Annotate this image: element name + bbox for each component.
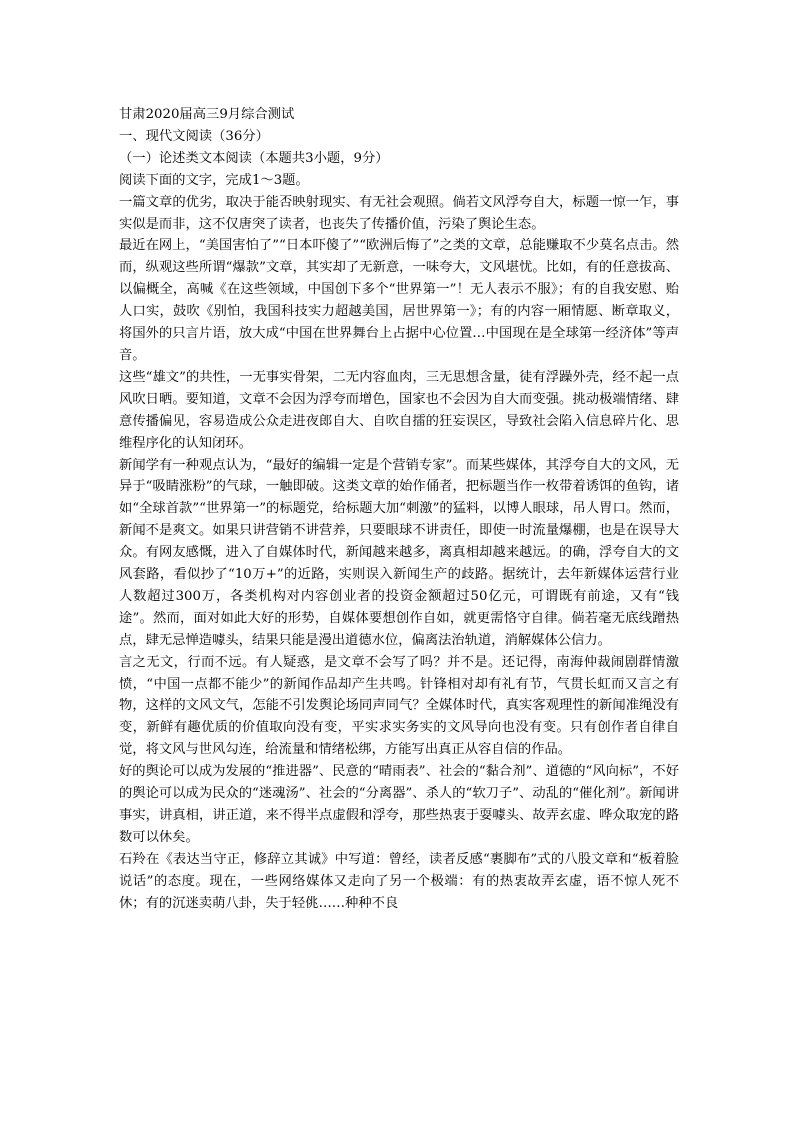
document-title: 甘肃2020届高三9月综合测试	[119, 107, 295, 122]
paragraph-4: 新闻学有一种观点认为，“最好的编辑一定是个营销专家”。而某些媒体，其浮夸自大的文风，无异于“吸睛涨粉”的气球，一触即破。这类文章的始作俑者，把标题当作一枚带着诱饵的鱼钩，诸如“全球首款”“世界第一”的标题党，给标题大加“刺激”的猛料，以博人眼球，吊人胃口。然而，新闻不是爽文。如果只讲营销不讲营养，只要眼球不讲责任，即使一时流量爆棚，也是在误导大众。有网友感慨，进入了自媒体时代，新闻越来越多，离真相却越来越远。的确，浮夸自大的文风套路，看似抄了“10万+”的近路，实则误入新闻生产的歧路。据统计，去年新媒体运营行业人数超过300万，各类机构对内容创业者的投资金额超过50亿元，可谓既有前途，又有“钱途”。然而，面对如此大好的形势，自媒体要想创作自如，就更需恪守自律。倘若毫无底线蹭热点，肆无忌惮造噱头，结果只能是漫出道德水位，偏离法治轨道，消解媒体公信力。	[119, 457, 679, 648]
paragraph-3: 这些“雄文”的共性，一无事实骨架，二无内容血肉，三无思想含量，徒有浮躁外壳，经不起一点风吹日晒。要知道，文章不会因为浮夸而增色，国家也不会因为自大而变强。挑动极端情绪、肆意传播偏见，容易造成公众走进夜郎自大、自吹自擂的狂妄误区，导致社会陷入信息碎片化、思维程序化的认知闭环。	[119, 369, 679, 451]
paragraph-6: 好的舆论可以成为发展的“推进器”、民意的“晴雨表”、社会的“黏合剂”、道德的“风向标”，不好的舆论可以成为民众的“迷魂汤”、社会的“分离器”、杀人的“软刀子”、动乱的“催化剂”。新闻讲事实，讲真相，讲正道，来不得半点虚假和浮夸，那些热衷于耍噱头、故弄玄虚、哗众取宠的路数可以休矣。	[119, 764, 679, 845]
paragraph-1: 一篇文章的优劣，取决于能否映射现实、有无社会观照。倘若文风浮夸自大，标题一惊一乍，事实似是而非，这不仅唐突了读者，也丧失了传播价值，污染了舆论生态。	[119, 194, 679, 232]
section-heading: 一、现代文阅读（36分）	[119, 128, 269, 144]
paragraph-2: 最近在网上，“美国害怕了”“日本吓傻了”“欧洲后悔了”之类的文章，总能赚取不少莫名点击。然而，纵观这些所谓“爆款”文章，其实却了无新意，一味夸大，文风堪忧。比如，有的任意拔高、以偏概全，高喊《在这些领域，中国创下多个“世界第一”！无人表示不服》；有的自我安慰、贻人口实，鼓吹《别怕，我国科技实力超越美国，居世界第一》；有的内容一厢情愿、断章取义，将国外的只言片语，放大成“中国在世界舞台上占据中心位置…中国现在是全球第一经济体”等声音。	[119, 238, 679, 363]
paragraph-7: 石羚在《表达当守正，修辞立其诚》中写道：曾经，读者反感“裹脚布”式的八股文章和“板着脸说话”的态度。现在，一些网络媒体又走向了另一个极端：有的热衷故弄玄虚，语不惊人死不休；有的沉迷卖萌八卦，失于轻佻……种种不良	[119, 851, 679, 911]
reading-instruction: 阅读下面的文字，完成1～3题。	[119, 172, 309, 188]
subsection-heading: （一）论述类文本阅读（本题共3小题，9分）	[119, 150, 389, 166]
document-page	[119, 104, 679, 915]
paragraph-5: 言之无文，行而不远。有人疑惑，是文章不会写了吗？并不是。还记得，南海仲裁闹剧群情激愤，“中国一点都不能少”的新闻作品却产生共鸣。针锋相对却有礼有节，气贯长虹而又言之有物，这样的文风文气，怎能不引发舆论场同声同气？全媒体时代，真实客观理性的新闻准绳没有变，新鲜有趣优质的价值取向没有变，平实求实务实的文风导向也没有变。只有创作者自律自觉，将文风与世风勾连，给流量和情绪松绑，方能写出真正从容自信的作品。	[119, 654, 679, 758]
